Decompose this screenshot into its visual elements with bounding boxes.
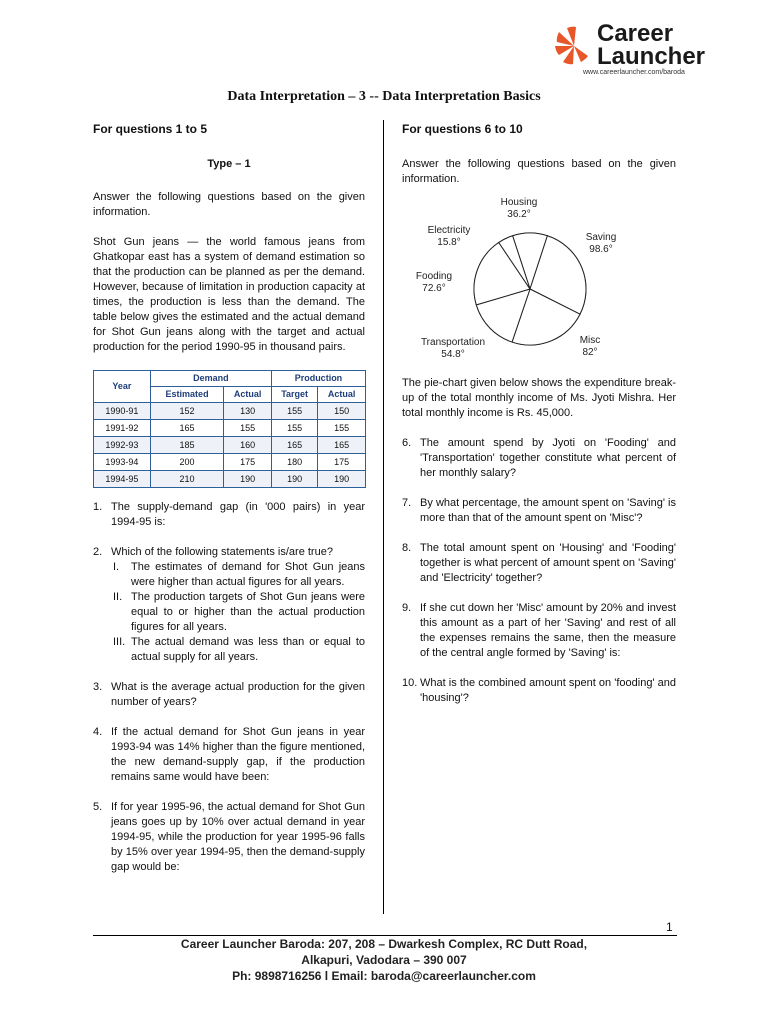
cell-actual-production: 150 — [318, 403, 366, 420]
cell-year: 1990-91 — [94, 403, 151, 420]
cell-actual-demand: 155 — [224, 420, 272, 437]
cell-estimated: 200 — [150, 454, 223, 471]
col-actual-production: Actual — [318, 387, 366, 403]
left-column — [93, 122, 365, 890]
question-number: 10. — [402, 677, 418, 689]
question-item — [93, 680, 365, 710]
question-number: 2. — [93, 546, 103, 558]
brand-logo — [553, 22, 743, 80]
cell-actual-demand: 130 — [224, 403, 272, 420]
statement-text: The production targets of Shot Gun jeans were equal to or higher than the actual production figures for all years. — [131, 591, 365, 633]
slice-label-misc: Misc — [579, 335, 601, 346]
statement-text: The actual demand was less than or equal to actual supply for all years. — [131, 636, 365, 663]
instructions-right: Answer the following questions based on the given information. — [402, 158, 676, 185]
question-item — [402, 601, 676, 661]
question-item — [93, 500, 365, 530]
question-number: 7. — [402, 497, 412, 509]
section-heading-right: For questions 6 to 10 — [402, 122, 523, 136]
cell-year: 1991-92 — [94, 420, 151, 437]
footer-address — [0, 936, 768, 984]
question-item — [402, 436, 676, 481]
question-text: What is the combined amount spent on 'fooding' and 'housing'? — [420, 677, 676, 704]
col-actual-demand: Actual — [224, 387, 272, 403]
question-item — [402, 541, 676, 586]
cell-actual-demand: 160 — [224, 437, 272, 454]
brand-url: www.careerlauncher.com/baroda — [583, 69, 685, 76]
slice-value-fooding: 72.6° — [422, 283, 446, 294]
question-item — [93, 725, 365, 785]
statement-number: II. — [113, 591, 123, 603]
statement-item — [111, 590, 365, 635]
right-column — [402, 122, 676, 721]
cell-actual-production: 155 — [318, 420, 366, 437]
cell-target: 155 — [271, 420, 317, 437]
cell-actual-production: 190 — [318, 471, 366, 488]
statement-number: III. — [113, 636, 126, 648]
question-text: What is the average actual production for the given number of years? — [111, 681, 365, 708]
question-text: By what percentage, the amount spent on 'Saving' is more than that of the amount spent on 'Misc'? — [420, 497, 676, 524]
question-item — [402, 676, 676, 706]
table-row — [94, 403, 366, 420]
slice-value-transportation: 54.8° — [441, 349, 465, 360]
document-title: Data Interpretation – 3 -- Data Interpretation Basics — [227, 89, 541, 104]
table-row — [94, 454, 366, 471]
question-number: 1. — [93, 501, 103, 513]
footer-line1: Career Launcher Baroda: 207, 208 – Dwarkesh Complex, RC Dutt Road, — [180, 937, 588, 951]
section-heading-left: For questions 1 to 5 — [93, 122, 208, 136]
brand-line2: Launcher — [597, 43, 706, 70]
question-text: The supply-demand gap (in '000 pairs) in year 1994-95 is: — [111, 501, 365, 528]
statement-number: I. — [113, 561, 120, 573]
slice-value-saving: 98.6° — [589, 244, 613, 255]
col-target: Target — [271, 387, 317, 403]
question-text: Which of the following statements is/are true? — [111, 546, 333, 558]
column-divider — [383, 120, 384, 914]
cell-year: 1992-93 — [94, 437, 151, 454]
brand-line1: Career — [597, 20, 674, 47]
slice-label-fooding: Fooding — [415, 271, 453, 282]
cell-estimated: 210 — [150, 471, 223, 488]
cell-year: 1994-95 — [94, 471, 151, 488]
sunburst-logo-icon — [553, 26, 595, 66]
question-text: The total amount spent on 'Housing' and 'Fooding' together is what percent of amount spent on 'Saving' and 'Electricity' together? — [420, 542, 676, 584]
slice-value-misc: 82° — [582, 347, 598, 358]
cell-actual-demand: 175 — [224, 454, 272, 471]
table-row — [94, 471, 366, 488]
question-number: 4. — [93, 726, 103, 738]
question-item — [402, 496, 676, 526]
cell-year: 1993-94 — [94, 454, 151, 471]
statement-list — [111, 560, 365, 665]
cell-actual-production: 165 — [318, 437, 366, 454]
question-number: 9. — [402, 602, 412, 614]
question-number: 5. — [93, 801, 103, 813]
passage: Shot Gun jeans — the world famous jeans from Ghatkopar east has a system of demand estimation so that the production can be planned as per the demand. However, because of limitation in production capacity at times, the production is less than the demand. The table below gives the estimated and the actual demand for Shot Gun jeans along with the target and actual production for the period 1990-95 in thousand pairs. — [93, 236, 365, 353]
table-row — [94, 420, 366, 437]
pie-chart-svg — [402, 191, 676, 366]
cell-estimated: 152 — [150, 403, 223, 420]
footer-line2: Alkapuri, Vadodara – 390 007 — [301, 953, 467, 967]
cell-target: 155 — [271, 403, 317, 420]
footer-line3: Ph: 9898716256 l Email: baroda@careerlauncher.com — [232, 969, 536, 983]
cell-target: 190 — [271, 471, 317, 488]
slice-label-electricity: Electricity — [427, 225, 471, 236]
demand-production-table — [93, 370, 366, 488]
expenditure-pie-chart — [402, 191, 676, 366]
slice-value-housing: 36.2° — [507, 209, 531, 220]
cell-target: 180 — [271, 454, 317, 471]
group-demand: Demand — [150, 371, 271, 387]
question-number: 6. — [402, 437, 412, 449]
statement-text: The estimates of demand for Shot Gun jeans were higher than actual figures for all years. — [131, 561, 365, 588]
question-list-right — [402, 436, 676, 706]
slice-label-transportation: Transportation — [420, 337, 486, 348]
question-item — [93, 545, 365, 665]
question-item — [93, 800, 365, 875]
question-number: 8. — [402, 542, 412, 554]
question-text: If the actual demand for Shot Gun jeans in year 1993-94 was 14% higher than the figure mentioned, the new demand-supply gap, if the production remains same would have been: — [111, 726, 365, 783]
question-list-left — [93, 500, 365, 875]
statement-item — [111, 560, 365, 590]
col-estimated: Estimated — [150, 387, 223, 403]
cell-estimated: 185 — [150, 437, 223, 454]
instructions-left: Answer the following questions based on the given information. — [93, 191, 365, 218]
slice-value-electricity: 15.8° — [437, 237, 461, 248]
brand-wordmark — [597, 22, 705, 68]
slice-label-housing: Housing — [500, 197, 538, 208]
type-label: Type – 1 — [207, 158, 251, 170]
page-number: 1 — [666, 920, 673, 934]
pie-caption: The pie-chart given below shows the expenditure break-up of the total monthly income of Ms. Jyoti Mishra. Her total monthly income is Rs. 45,000. — [402, 377, 676, 419]
cell-actual-demand: 190 — [224, 471, 272, 488]
question-number: 3. — [93, 681, 103, 693]
cell-estimated: 165 — [150, 420, 223, 437]
question-text: The amount spend by Jyoti on 'Fooding' and 'Transportation' together constitute what percent of her monthly salary? — [420, 437, 676, 479]
table-row — [94, 437, 366, 454]
col-year: Year — [94, 371, 151, 403]
slice-label-saving: Saving — [585, 232, 617, 243]
statement-item — [111, 635, 365, 665]
group-production: Production — [271, 371, 365, 387]
question-text: If she cut down her 'Misc' amount by 20% and invest this amount as a part of her 'Saving' and rest of all the expenses remains the same, then the measure of the central angle formed by 'Saving' is: — [420, 602, 676, 659]
cell-target: 165 — [271, 437, 317, 454]
question-text: If for year 1995-96, the actual demand for Shot Gun jeans goes up by 10% over actual demand in year 1994-95, while the production for year 1995-96 falls by 15% over year 1994-95, then the demand-supply gap would be: — [111, 801, 365, 873]
cell-actual-production: 175 — [318, 454, 366, 471]
